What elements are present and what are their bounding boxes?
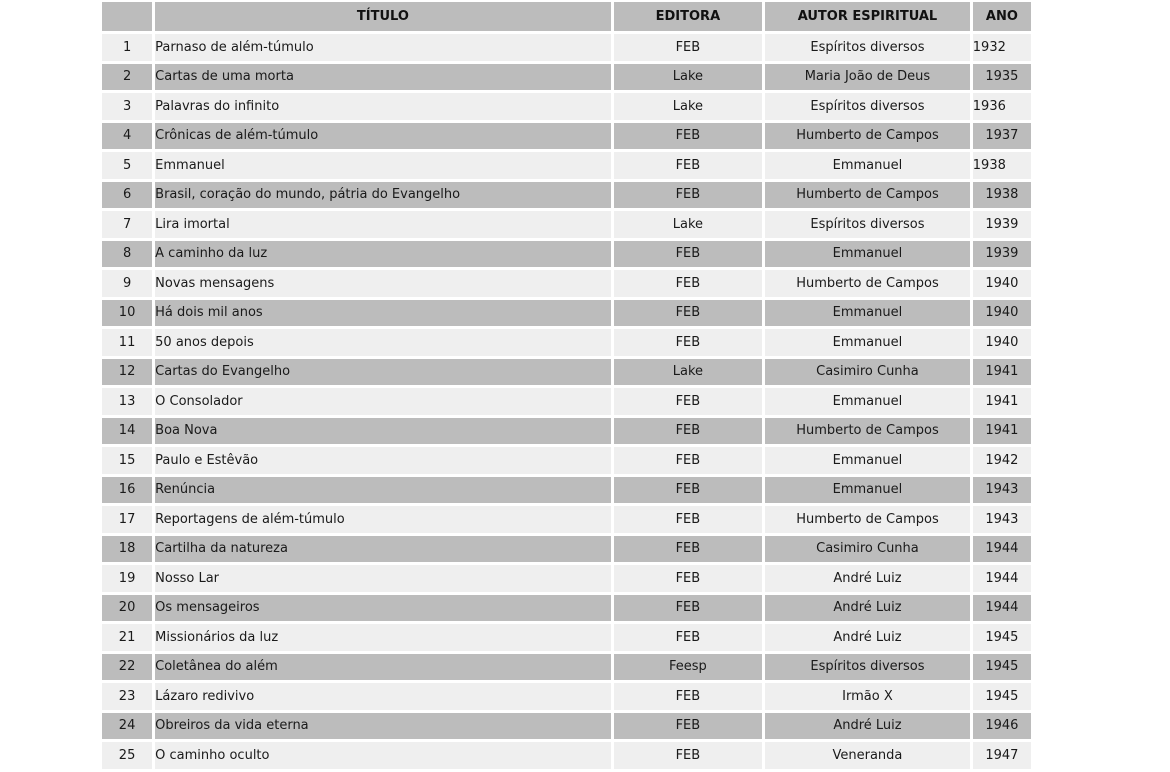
row-publisher: FEB: [614, 34, 762, 61]
row-publisher: FEB: [614, 477, 762, 504]
row-author: Espíritos diversos: [765, 34, 970, 61]
row-title: 50 anos depois: [155, 329, 610, 356]
row-number: 16: [102, 477, 152, 504]
row-publisher: FEB: [614, 595, 762, 622]
row-year: 1942: [973, 447, 1031, 474]
row-author: Humberto de Campos: [765, 182, 970, 209]
table-row: [102, 211, 1031, 238]
row-publisher: FEB: [614, 565, 762, 592]
row-author: André Luiz: [765, 595, 970, 622]
row-title: O caminho oculto: [155, 742, 610, 769]
row-year: 1943: [973, 477, 1031, 504]
row-author: Maria João de Deus: [765, 64, 970, 91]
row-author: Emmanuel: [765, 241, 970, 268]
row-year: 1939: [973, 241, 1031, 268]
header-title: TÍTULO: [155, 2, 610, 31]
row-title: O Consolador: [155, 388, 610, 415]
row-number: 13: [102, 388, 152, 415]
row-title: Brasil, coração do mundo, pátria do Evangelho: [155, 182, 610, 209]
row-publisher: FEB: [614, 241, 762, 268]
row-title: Há dois mil anos: [155, 300, 610, 327]
table-row: [102, 300, 1031, 327]
table-row: [102, 123, 1031, 150]
row-year: 1945: [973, 624, 1031, 651]
row-title: Nosso Lar: [155, 565, 610, 592]
row-number: 5: [102, 152, 152, 179]
row-title: Boa Nova: [155, 418, 610, 445]
row-title: Emmanuel: [155, 152, 610, 179]
row-year: 1941: [973, 359, 1031, 386]
row-publisher: FEB: [614, 536, 762, 563]
row-title: Obreiros da vida eterna: [155, 713, 610, 740]
table-row: [102, 565, 1031, 592]
row-publisher: Lake: [614, 359, 762, 386]
row-year: 1938: [973, 182, 1031, 209]
row-author: Emmanuel: [765, 300, 970, 327]
row-author: Irmão X: [765, 683, 970, 710]
header-number: [102, 2, 152, 31]
table-row: [102, 182, 1031, 209]
row-author: Humberto de Campos: [765, 506, 970, 533]
row-author: Emmanuel: [765, 152, 970, 179]
row-author: Emmanuel: [765, 447, 970, 474]
row-publisher: FEB: [614, 182, 762, 209]
row-title: Lázaro redivivo: [155, 683, 610, 710]
row-publisher: FEB: [614, 329, 762, 356]
table-row: [102, 418, 1031, 445]
row-year: 1940: [973, 270, 1031, 297]
row-year: 1936: [973, 93, 1031, 120]
row-number: 8: [102, 241, 152, 268]
row-number: 10: [102, 300, 152, 327]
row-author: Emmanuel: [765, 329, 970, 356]
row-title: Os mensageiros: [155, 595, 610, 622]
row-title: Novas mensagens: [155, 270, 610, 297]
row-author: Emmanuel: [765, 477, 970, 504]
row-title: Renúncia: [155, 477, 610, 504]
row-publisher: Feesp: [614, 654, 762, 681]
row-publisher: FEB: [614, 300, 762, 327]
table-row: [102, 506, 1031, 533]
row-title: Cartilha da natureza: [155, 536, 610, 563]
row-author: Humberto de Campos: [765, 270, 970, 297]
row-number: 2: [102, 64, 152, 91]
row-number: 1: [102, 34, 152, 61]
books-table: [99, 0, 1034, 772]
header-publisher: EDITORA: [614, 2, 762, 31]
row-number: 7: [102, 211, 152, 238]
row-author: Casimiro Cunha: [765, 359, 970, 386]
row-number: 3: [102, 93, 152, 120]
row-author: Humberto de Campos: [765, 418, 970, 445]
table-row: [102, 447, 1031, 474]
row-year: 1944: [973, 595, 1031, 622]
table-row: [102, 683, 1031, 710]
row-author: Veneranda: [765, 742, 970, 769]
row-author: André Luiz: [765, 624, 970, 651]
row-number: 24: [102, 713, 152, 740]
row-number: 9: [102, 270, 152, 297]
row-year: 1939: [973, 211, 1031, 238]
row-publisher: Lake: [614, 64, 762, 91]
row-title: Cartas do Evangelho: [155, 359, 610, 386]
row-number: 19: [102, 565, 152, 592]
row-number: 23: [102, 683, 152, 710]
row-year: 1941: [973, 388, 1031, 415]
row-number: 15: [102, 447, 152, 474]
row-publisher: FEB: [614, 152, 762, 179]
row-publisher: FEB: [614, 447, 762, 474]
row-title: Crônicas de além-túmulo: [155, 123, 610, 150]
row-number: 17: [102, 506, 152, 533]
table-row: [102, 595, 1031, 622]
row-author: Espíritos diversos: [765, 211, 970, 238]
row-number: 18: [102, 536, 152, 563]
table-row: [102, 270, 1031, 297]
row-author: Casimiro Cunha: [765, 536, 970, 563]
row-author: André Luiz: [765, 713, 970, 740]
row-publisher: Lake: [614, 93, 762, 120]
row-year: 1932: [973, 34, 1031, 61]
row-year: 1938: [973, 152, 1031, 179]
row-title: Lira imortal: [155, 211, 610, 238]
row-publisher: Lake: [614, 211, 762, 238]
row-title: Coletânea do além: [155, 654, 610, 681]
row-number: 12: [102, 359, 152, 386]
table-row: [102, 654, 1031, 681]
row-publisher: FEB: [614, 683, 762, 710]
row-year: 1947: [973, 742, 1031, 769]
row-title: Reportagens de além-túmulo: [155, 506, 610, 533]
row-publisher: FEB: [614, 624, 762, 651]
row-publisher: FEB: [614, 742, 762, 769]
row-number: 11: [102, 329, 152, 356]
row-publisher: FEB: [614, 506, 762, 533]
row-publisher: FEB: [614, 418, 762, 445]
row-author: Humberto de Campos: [765, 123, 970, 150]
row-publisher: FEB: [614, 388, 762, 415]
table-row: [102, 742, 1031, 769]
row-title: Paulo e Estêvão: [155, 447, 610, 474]
header-year: ANO: [973, 2, 1031, 31]
row-author: André Luiz: [765, 565, 970, 592]
table-row: [102, 64, 1031, 91]
row-title: Missionários da luz: [155, 624, 610, 651]
row-number: 14: [102, 418, 152, 445]
row-year: 1937: [973, 123, 1031, 150]
row-publisher: FEB: [614, 270, 762, 297]
row-title: A caminho da luz: [155, 241, 610, 268]
row-number: 4: [102, 123, 152, 150]
header-row: [102, 2, 1031, 31]
row-number: 21: [102, 624, 152, 651]
table-row: [102, 388, 1031, 415]
table-row: [102, 713, 1031, 740]
row-year: 1944: [973, 536, 1031, 563]
row-year: 1945: [973, 683, 1031, 710]
row-author: Emmanuel: [765, 388, 970, 415]
row-title: Palavras do infinito: [155, 93, 610, 120]
header-author: AUTOR ESPIRITUAL: [765, 2, 970, 31]
row-number: 20: [102, 595, 152, 622]
row-number: 22: [102, 654, 152, 681]
row-year: 1935: [973, 64, 1031, 91]
row-author: Espíritos diversos: [765, 93, 970, 120]
row-title: Cartas de uma morta: [155, 64, 610, 91]
row-author: Espíritos diversos: [765, 654, 970, 681]
row-number: 25: [102, 742, 152, 769]
table-row: [102, 329, 1031, 356]
table-body: [102, 34, 1031, 769]
row-publisher: FEB: [614, 713, 762, 740]
table-row: [102, 359, 1031, 386]
row-year: 1940: [973, 300, 1031, 327]
table-row: [102, 34, 1031, 61]
row-year: 1946: [973, 713, 1031, 740]
row-year: 1940: [973, 329, 1031, 356]
row-year: 1944: [973, 565, 1031, 592]
row-publisher: FEB: [614, 123, 762, 150]
row-year: 1943: [973, 506, 1031, 533]
table-row: [102, 624, 1031, 651]
row-number: 6: [102, 182, 152, 209]
table-row: [102, 477, 1031, 504]
table-row: [102, 152, 1031, 179]
table-row: [102, 93, 1031, 120]
table-row: [102, 536, 1031, 563]
row-year: 1945: [973, 654, 1031, 681]
row-year: 1941: [973, 418, 1031, 445]
row-title: Parnaso de além-túmulo: [155, 34, 610, 61]
table-row: [102, 241, 1031, 268]
